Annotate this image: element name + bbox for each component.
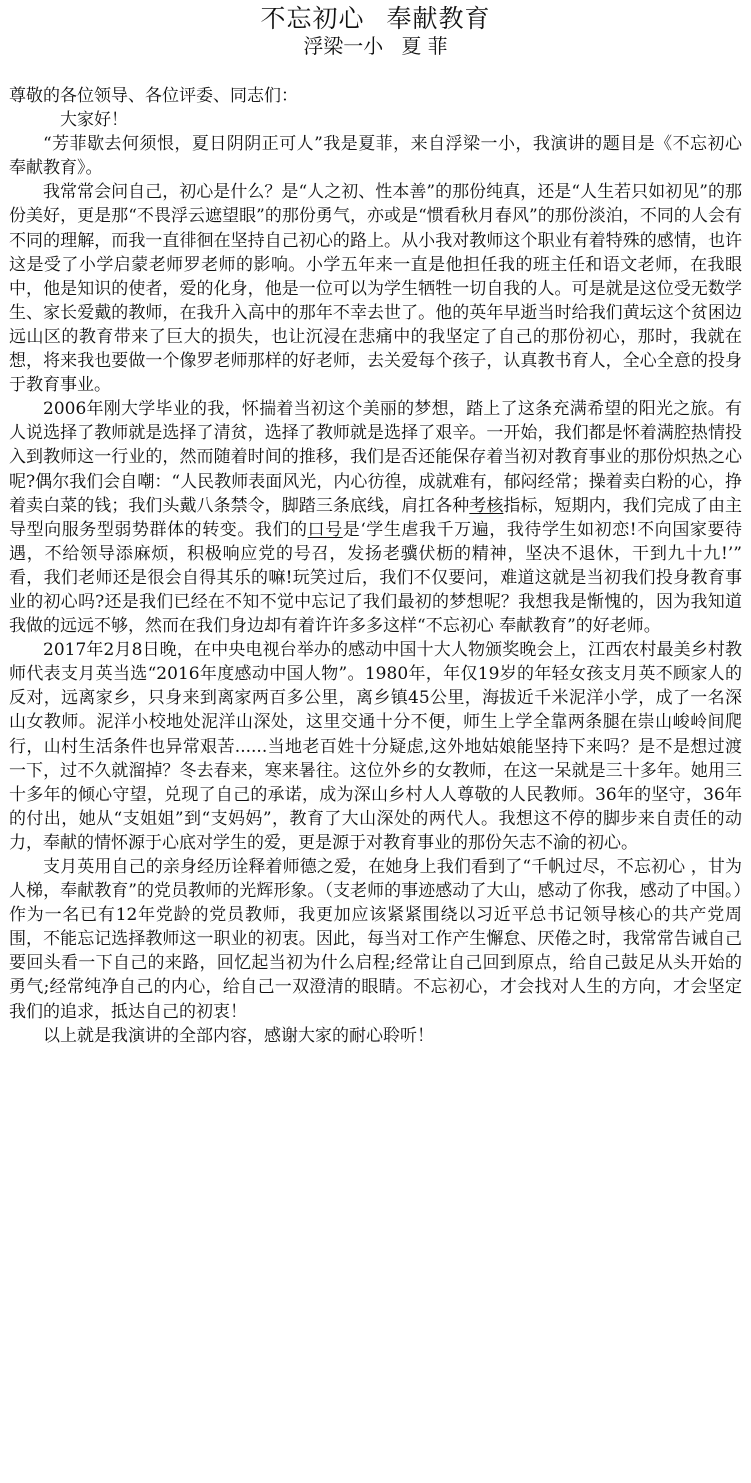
paragraph-role-model: 2017年2月8日晚，在中央电视台举办的感动中国十大人物颁奖晚会上，江西农村最美乡村教师代表支月英当选“2016年度感动中国人物”。1980年，年仅19岁的年轻女孩支月英不顾家人的反对，远离家乡，只身来到离家两百多公里，离乡镇45公里，海拔近千米泥洋小学，成了一名深山女教师。泥洋小校地处泥洋山深处，这里交通十分不便，师生上学全靠两条腿在崇山峻岭间爬行，山村生活条件也异常艰苦......当地老百姓十分疑虑,这外地姑娘能坚持下来吗？是不是想过渡一下，过不久就溜掉？冬去春来，寒来暑往。这位外乡的女教师，在这一呆就是三十多年。她用三十多年的倾心守望，兑现了自己的承诺，成为深山乡村人人尊敬的人民教师。36年的坚守，36年的付出，她从“支姐姐”到“支妈妈”，教育了大山深处的两代人。我想这不停的脚步来自责任的动力，奉献的情怀源于心底对学生的爱，更是源于对教育事业的那份矢志不渝的初心。 (9, 640, 742, 853)
career-text-c: 是‘学生虐我千万遍，我待学生如初恋!不向国家要待遇，不给领导添麻烦，积极响应党的号召，发扬老骥伏枥的精神，坚决不退休，干到九十九!’” 看，我们老师还是很会自得其乐的嘛!玩笑过后，我们不仅要问，难道这就是当初我们投身教育事业的初心吗?还是我们已经在不知不觉中忘记了我们最初的梦想呢？我想我是惭愧的，因为我知道我做的远远不够，然而在我们身边却有着许许多多这样“不忘初心 奉献教育”的好老师。 (9, 519, 743, 637)
byline-author: 夏 菲 (401, 34, 448, 58)
underlined-word-assessment: 考核 (469, 495, 504, 516)
paragraph-teaching-career (9, 397, 742, 638)
greeting: 大家好！ (60, 110, 128, 131)
paragraph-intro: “芳菲歇去何须恨，夏日阴阴正可人”我是夏菲，来自浮梁一小，我演讲的题目是《不忘初心 奉献教育》。 (9, 134, 742, 179)
speech-body (9, 84, 742, 1048)
career-text-b: 指标，短期内，我们完成了由主导型向服务型弱势群体的转变。我们的 (9, 495, 743, 540)
salutation: 尊敬的各位领导、各位评委、同志们： (9, 86, 298, 106)
paragraph-closing: 以上就是我演讲的全部内容，感谢大家的耐心聆听！ (43, 1025, 434, 1046)
document-title (0, 4, 751, 34)
career-text-a: 2006年刚大学毕业的我，怀揣着当初这个美丽的梦想，踏上了这条充满希望的阳光之旅。有人说选择了教师就是选择了清贫，选择了教师就是选择了艰辛。一开始，我们都是怀着满腔热情投入到教师这一行业的，然而随着时间的推移，我们是否还能保存着当初对教育事业的那份炽热之心呢?偶尔我们会自嘲：“人民教师表面风光，内心彷徨，成就难有，郁闷经常；操着卖白粉的心，挣着卖白菜的钱；我们头戴八条禁令，脚踏三条底线，肩扛各种 (9, 399, 742, 516)
title-part-2: 奉献教育 (386, 4, 491, 33)
underlined-word-slogan: 口号 (307, 519, 343, 540)
title-part-1: 不忘初心 (260, 4, 365, 33)
byline-school: 浮梁一小 (303, 34, 384, 58)
paragraph-reflection: 支月英用自己的亲身经历诠释着师德之爱，在她身上我们看到了“千帆过尽，不忘初心 ，甘为人梯，奉献教育”的党员教师的光辉形象。（支老师的事迹感动了大山，感动了你我，感动了中国。）作为一名已有12年党龄的党员教师，我更加应该紧紧围绕以习近平总书记领导核心的共产党周围，不能忘记选择教师这一职业的初衷。因此，每当对工作产生懈怠、厌倦之时，我常常告诫自己要回头看一下自己的来路，回忆起当初为什么启程;经常让自己回到原点，给自己鼓足从头开始的勇气;经常纯净自己的内心，给自己一双澄清的眼睛。不忘初心，才会找对人生的方向，才会坚定我们的追求，抵达自己的初衷！ (9, 857, 742, 1022)
paragraph-original-aspiration: 我常常会问自己，初心是什么？是“人之初、性本善”的那份纯真，还是“人生若只如初见”的那份美好，更是那“不畏浮云遮望眼”的那份勇气，亦或是“惯看秋月春风”的那份淡泊，不同的人会有不同的理解，而我一直徘徊在坚持自己初心的路上。从小我对教师这个职业有着特殊的感情，也许这是受了小学启蒙老师罗老师的影响。小学五年来一直是他担任我的班主任和语文老师，在我眼中，他是知识的使者，爱的化身，他是一位可以为学生牺牲一切自我的人。可是就是这位受无数学生、家长爱戴的教师，在我升入高中的那年不幸去世了。他的英年早逝当时给我们黄坛这个贫困边远山区的教育带来了巨大的损失，也让沉浸在悲痛中的我坚定了自己的那份初心，那时，我就在想，将来我也要做一个像罗老师那样的好老师，去关爱每个孩子，认真教书育人，全心全意的投身于教育事业。 (9, 182, 742, 396)
document-byline (0, 33, 751, 59)
